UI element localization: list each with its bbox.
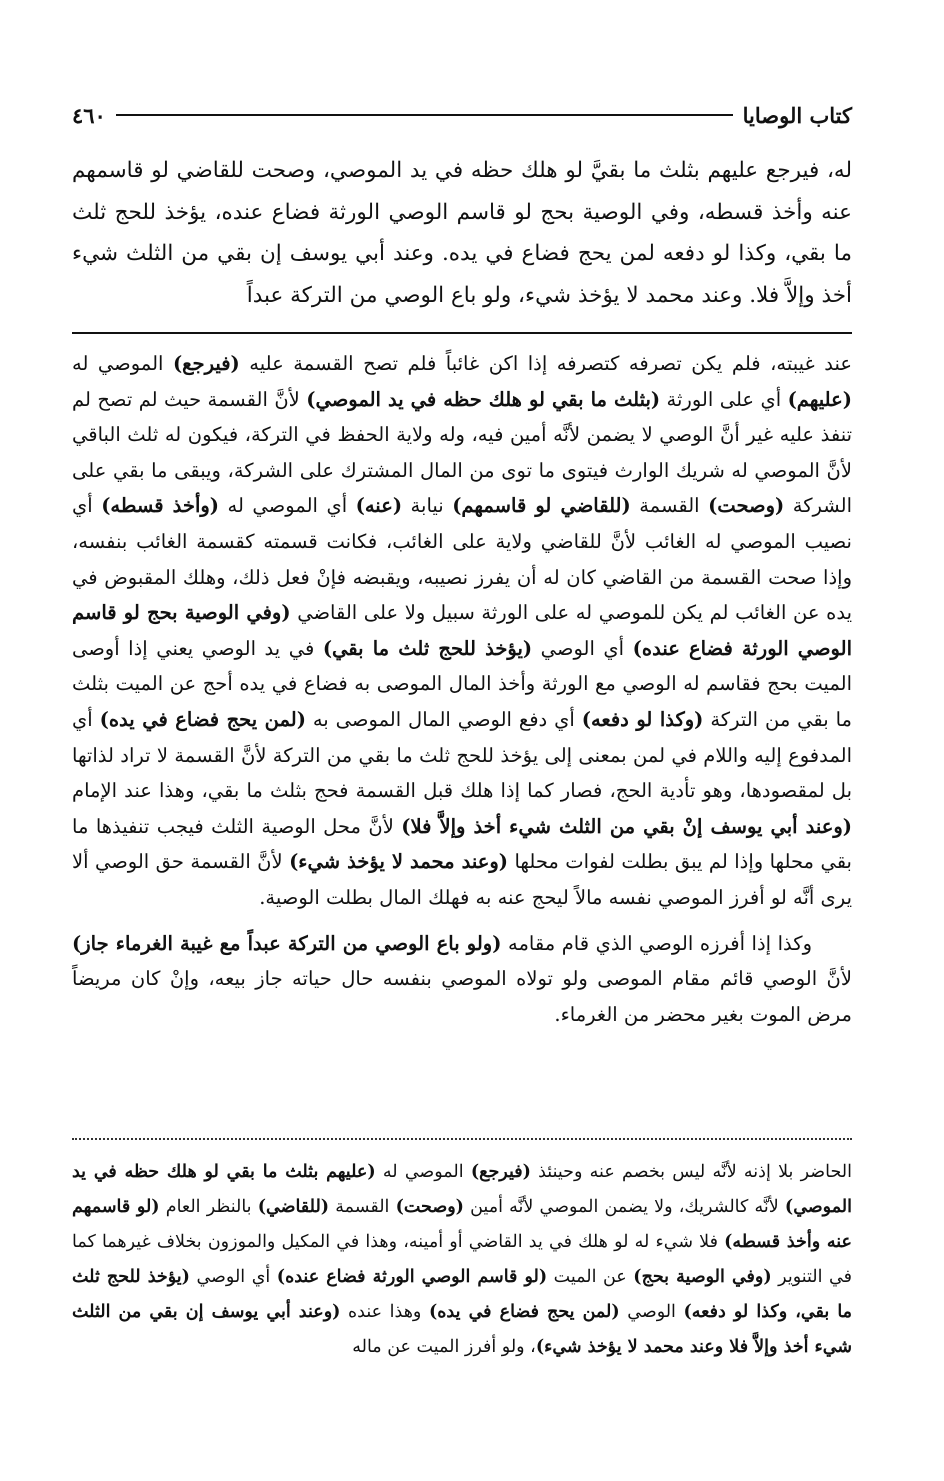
text-run: أي الموصي له: [219, 494, 356, 518]
commentary-paragraph: [72, 926, 852, 1033]
text-run: لأنَّ القسمة حق الوصي ألا يرى أنَّه لو أفرز الموصي نفسه مالاً ليحج عنه به فهلك المال بطلت الوصية.: [72, 850, 852, 909]
running-header: [72, 100, 852, 130]
bold-quote: (وكذا لو دفعه): [581, 707, 704, 731]
text-run: الموصي له: [72, 352, 173, 375]
text-run: بالنظر العام: [159, 1197, 258, 1217]
bold-quote: (فيرجع): [172, 352, 240, 375]
text-run: أي نصيب الموصي له الغائب لأنَّ للقاضي ولاية على الغائب، فكانت قسمته كقسمة الغائب بنفسه، وإذا صحت القسمة من القاضي كان له أن يفرز نصيبه، ويقبضه فإنْ فعل ذلك، وهلك المقبوض في يده عن الغائب لم يكن للموصي له على الورثة سبيل ولا على القاضي: [72, 494, 852, 625]
bold-quote: (للقاضي): [257, 1197, 330, 1217]
header-rule: [116, 114, 733, 116]
text-run: عند غيبته، فلم يكن تصرفه كتصرفه إذا اكن غائباً فلم تصح القسمة عليه: [239, 352, 852, 375]
text-run: لأنَّ محل الوصية الثلث فيجب تنفيذها ما بقي محلها وإذا لم يبق بطلت لفوات محلها: [72, 814, 852, 874]
bold-quote: (وعند أبي يوسف إنْ بقي من الثلث شيء أخذ وإلاَّ فلا): [401, 814, 852, 838]
bold-quote: (وفي الوصية بحج): [633, 1267, 772, 1287]
text-run: أي على الورثة: [660, 387, 788, 411]
text-run: في يد الوصي يعني إذا أوصى الميت بحج فقاسم له الوصي مع الورثة وأخذ المال الموصى به فضاع في يده أحج عن الميت بثلث ما بقي من التركة: [72, 636, 852, 731]
bold-quote: (عليهم بثلث ما بقي لو هلك حظه في يد الموصي): [72, 1162, 852, 1217]
bold-quote: (عليهم): [787, 387, 852, 411]
bold-quote: (يؤخذ للحج ثلث ما بقي): [322, 636, 533, 660]
bold-quote: (عنه): [355, 494, 403, 518]
text-run: عن الميت: [547, 1267, 634, 1287]
footnote-separator: [72, 1138, 852, 1140]
text-run: أي المدفوع إليه واللام في لمن بمعنى إلى يؤخذ للحج ثلث ما بقي من التركة لأنَّ القسمة لا تراد لذاتها بل لمقصودها، وهو تأدية الحج، فصار كما إذا هلك قبل القسمة فحج بثلث ما بقي، وهذا عند الإمام: [72, 707, 852, 803]
footnote-text: [72, 1155, 852, 1365]
text-run: أي الوصي: [532, 636, 633, 660]
main-text-separator: [72, 332, 852, 334]
text-run: نيابة: [402, 494, 453, 518]
bold-quote: (لو قاسمهم عنه وأخذ قسطه): [72, 1197, 852, 1252]
bold-quote: (وأخذ قسطه): [101, 494, 220, 518]
main-text: له، فيرجع عليهم بثلث ما بقيَّ لو هلك حظه في يد الموصي، وصحت للقاضي لو قاسمهم عنه وأخذ قسطه، وفي الوصية بحج لو قاسم الوصي الورثة فضاع عنده، يؤخذ للحج ثلث ما بقي، وكذا لو دفعه لمن يحج فضاع في يده. وعند أبي يوسف إن بقي من الثلث شيء أخذ وإلاَّ فلا. وعند محمد لا يؤخذ شيء، ولو باع الوصي من التركة عبداً: [72, 158, 852, 308]
bold-quote: (وفي الوصية بحج لو قاسم الوصي الورثة فضاع عنده): [72, 601, 852, 660]
commentary: [72, 346, 852, 1032]
text-run: القسمة: [630, 494, 709, 518]
page-number: ٤٦٠: [72, 102, 106, 128]
text-run: وكذا إذا أفرزه الوصي الذي قام مقامه: [501, 931, 812, 955]
text-run: لأنَّ القسمة حيث لم تصح لم تنفذ عليه غير أنَّ الوصي لا يضمن لأنَّه أمين فيه، وله ولاية الحفظ في التركة، فيكون له ثلث الباقي لأنَّ الموصي له شريك الوارث فيتوى ما توى من المال المشترك على الشركة، ويبقى ما بقي على الشركة: [72, 387, 853, 518]
bold-quote: (يؤخذ للحج ثلث ما بقي، وكذا لو دفعه): [72, 1267, 853, 1322]
text-run: لأنَّ الوصي قائم مقام الموصى ولو تولاه الموصي بنفسه حال حياته جاز بيعه، وإنْ كان مريضاً مرض الموت بغير محضر من الغرماء.: [72, 967, 852, 1026]
text-run: أي دفع الوصي المال الموصى به: [305, 707, 582, 731]
bold-quote: (وصحت): [708, 494, 785, 518]
bold-quote: (للقاضي لو قاسمهم): [452, 494, 631, 518]
bold-quote: (بثلث ما بقي لو هلك حظه في يد الموصي): [306, 387, 661, 411]
text-run: فلا شيء له لو هلك في يد القاضي أو أمينه، وهذا في المكيل والموزون بخلاف غيرهما كما في التنوير: [72, 1232, 853, 1287]
bold-quote: (وعند أبي يوسف إن بقي من الثلث شيء أخذ وإلاَّ فلا وعند محمد لا يؤخذ شيء): [72, 1302, 852, 1357]
bold-quote: (فيرجع): [470, 1162, 531, 1182]
bold-quote: (لمن يحج فضاع في يده): [99, 707, 306, 731]
text-run: الموصي له: [375, 1162, 471, 1182]
bold-quote: (ولو باع الوصي من التركة عبداً مع غيبة الغرماء جاز): [72, 931, 502, 955]
bold-quote: (لمن يحج فضاع في يده): [428, 1302, 620, 1322]
commentary-paragraph: [72, 346, 852, 916]
bold-quote: (وعند محمد لا يؤخذ شيء): [289, 850, 509, 874]
book-title: كتاب الوصايا: [742, 102, 852, 128]
text-run: لأنَّه كالشريك، ولا يضمن الموصي لأنَّه أمين: [463, 1197, 785, 1217]
text-run: وهذا عنده: [340, 1302, 429, 1322]
text-run: الوصي: [619, 1302, 684, 1322]
text-run: أي الوصي: [189, 1267, 277, 1287]
text-run: القسمة: [329, 1197, 396, 1217]
bold-quote: (لو قاسم الوصي الورثة فضاع عنده): [276, 1267, 548, 1287]
text-run: الحاضر بلا إذنه لأنَّه ليس بخصم عنه وحينئذ: [530, 1162, 852, 1182]
bold-quote: (وصحت): [395, 1197, 464, 1217]
text-run: ، ولو أفرز الميت عن ماله: [352, 1337, 536, 1357]
